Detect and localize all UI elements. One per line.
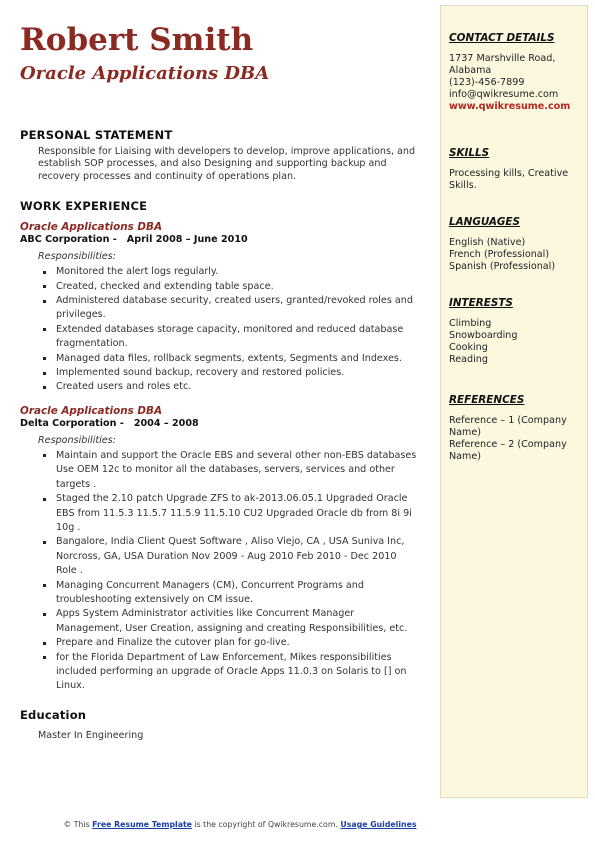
skills-section: [449, 147, 579, 192]
list-item: Managed data files, rollback segments, extents, Segments and Indexes.: [56, 352, 420, 366]
personal-statement-heading: PERSONAL STATEMENT: [20, 128, 173, 142]
phone-number: (123)-456-7899: [449, 77, 525, 88]
responsibility-list: [20, 449, 420, 694]
references-section: [449, 394, 579, 463]
list-item: Apps System Administrator activities like Concurrent Manager Management, User Creation, assigning and creating Responsibilities, etc.: [56, 607, 420, 636]
education-section: [20, 708, 420, 742]
list-item: Spanish (Professional): [449, 261, 556, 272]
job-company-dates: ABC Corporation - April 2008 – June 2010: [20, 234, 248, 246]
list-item: Reference – 1 (Company Name): [449, 415, 567, 438]
list-item: Managing Concurrent Managers (CM), Concurrent Programs and troubleshooting extensively on CM issue.: [56, 579, 420, 608]
interests-heading: INTERESTS: [449, 297, 513, 309]
footer-prefix: © This: [63, 820, 93, 829]
sidebar: [440, 5, 588, 798]
languages-heading: LANGUAGES: [449, 216, 521, 228]
usage-guidelines-link[interactable]: Usage Guidelines: [340, 820, 417, 829]
education-text: Master In Engineering: [38, 729, 144, 741]
list-item: Climbing: [449, 318, 492, 329]
footer-copyright: is the copyright of Qwikresume.com.: [191, 820, 341, 829]
list-item: French (Professional): [449, 249, 550, 260]
list-item: Prepare and Finalize the cutover plan for go-live.: [56, 636, 420, 650]
free-resume-template-link[interactable]: Free Resume Template: [92, 820, 192, 829]
list-item: Maintain and support the Oracle EBS and several other non-EBS databases Use OEM 12c to monitor all the databases, servers, services and other targets .: [56, 449, 420, 492]
job-entry: [20, 221, 420, 395]
candidate-name: Robert Smith: [20, 22, 254, 58]
languages-section: [449, 216, 579, 273]
list-item: Reading: [449, 354, 488, 365]
job-entry: [20, 405, 420, 694]
list-item: Reference – 2 (Company Name): [449, 439, 567, 462]
personal-statement-section: [20, 128, 420, 183]
responsibility-list: [20, 265, 420, 395]
work-experience-heading: WORK EXPERIENCE: [20, 199, 148, 214]
list-item: Monitored the alert logs regularly.: [56, 265, 420, 279]
list-item: Extended databases storage capacity, monitored and reduced database fragmentation.: [56, 323, 420, 352]
email-address[interactable]: info@qwikresume.com: [449, 89, 559, 100]
list-item: Bangalore, India Client Quest Software , Aliso Viejo, CA , USA Suniva Inc, Norcross, GA, USA Duration Nov 2009 - Aug 2010 Feb 2010 - Dec 2010 Role .: [56, 535, 420, 578]
list-item: English (Native): [449, 237, 526, 248]
list-item: Staged the 2.10 patch Upgrade ZFS to ak-2013.06.05.1 Upgraded Oracle EBS from 11.5.3 11.5.7 11.5.9 11.5.10 CU2 Upgraded Oracle db from 8i 9i 10g .: [56, 492, 420, 535]
list-item: for the Florida Department of Law Enforcement, Mikes responsibilities included performing an upgrade of Oracle Apps 11.0.3 on Solaris to [] on Linux.: [56, 651, 420, 694]
contact-section: [449, 32, 579, 113]
contact-heading: CONTACT DETAILS: [449, 32, 555, 44]
list-item: Created, checked and extending table space.: [56, 280, 420, 294]
address-line: Alabama: [449, 65, 492, 76]
job-title: Oracle Applications DBA: [20, 221, 163, 234]
education-heading: Education: [20, 707, 87, 722]
interests-section: [449, 297, 579, 366]
list-item: Snowboarding: [449, 330, 518, 341]
responsibilities-label: Responsibilities:: [38, 251, 116, 263]
contact-details: [449, 53, 579, 113]
references-heading: REFERENCES: [449, 394, 525, 406]
skills-text: Processing kills, Creative Skills.: [449, 168, 569, 191]
list-item: Cooking: [449, 342, 488, 353]
footer: [0, 820, 480, 829]
references-list: [449, 415, 579, 463]
list-item: Implemented sound backup, recovery and restored policies.: [56, 366, 420, 380]
job-company-dates: Delta Corporation - 2004 – 2008: [20, 417, 199, 429]
skills-heading: SKILLS: [449, 147, 490, 159]
list-item: Created users and roles etc.: [56, 380, 420, 394]
job-title: Oracle Applications DBA: [20, 404, 163, 417]
candidate-title: Oracle Applications DBA: [20, 63, 270, 84]
list-item: Administered database security, created users, granted/revoked roles and privileges.: [56, 294, 420, 323]
interests-list: [449, 318, 579, 366]
website-link[interactable]: www.qwikresume.com: [449, 101, 571, 112]
languages-list: [449, 237, 579, 273]
responsibilities-label: Responsibilities:: [38, 434, 116, 446]
address-line: 1737 Marshville Road,: [449, 53, 556, 64]
personal-statement-text: Responsible for Liaising with developers to develop, improve applications, and establish SOP processes, and also Designing and supporting backup and recovery processes and continuity of operations plan.: [38, 146, 416, 182]
work-experience-section: [20, 199, 420, 694]
main-column: [20, 20, 420, 742]
